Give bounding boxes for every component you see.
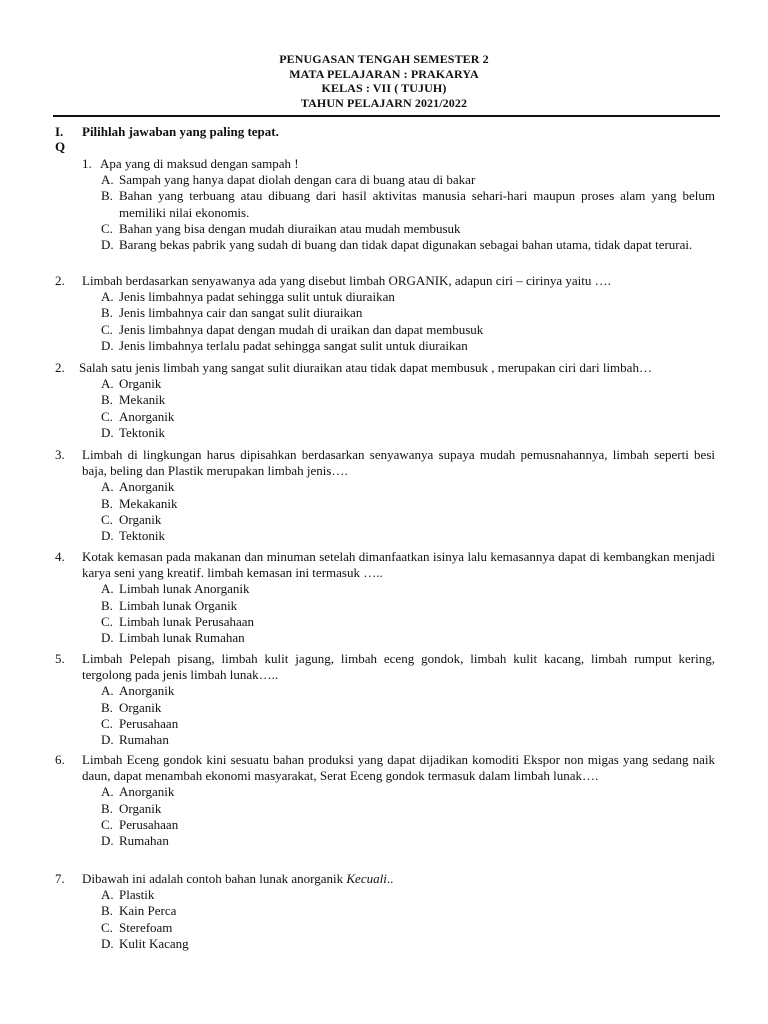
option-label: C. <box>101 816 113 832</box>
question-text: Limbah di lingkungan harus dipisahkan berdasarkan senyawanya supaya mudah pemusnahannya, limbah seperti besi baja, beling dan Plastik merupakan limbah jenis…. <box>82 447 715 479</box>
option-c <box>101 716 715 732</box>
option-a <box>101 479 715 495</box>
option-text: Tektonik <box>119 528 166 544</box>
option-b <box>101 392 715 408</box>
options-list <box>101 289 715 354</box>
option-c <box>101 512 715 528</box>
question-number: 2. <box>55 273 65 288</box>
option-c <box>101 409 715 425</box>
option-text: Organik <box>119 376 162 392</box>
option-text: Anorganik <box>119 408 175 424</box>
options-list <box>101 172 715 253</box>
option-text: Limbah lunak Perusahaan <box>119 613 255 629</box>
options-list <box>101 887 715 952</box>
option-text: Perusahaan <box>119 715 179 731</box>
option-b <box>101 496 715 512</box>
option-c <box>101 817 715 833</box>
option-text: Kain Perca <box>119 903 177 919</box>
option-label: C. <box>101 511 113 527</box>
question-text: Limbah berdasarkan senyawanya ada yang disebut limbah ORGANIK, adapun ciri – cirinya yaitu …. <box>82 273 611 288</box>
option-text: Limbah lunak Anorganik <box>119 581 250 597</box>
option-text: Sampah yang hanya dapat diolah dengan cara di buang atau di bakar <box>119 172 476 188</box>
question-number: 7. <box>55 871 65 886</box>
option-text: Jenis limbahnya padat sehingga sulit untuk diuraikan <box>119 289 395 305</box>
question-number: 2. <box>55 360 65 375</box>
question-number: 1. <box>82 156 92 171</box>
option-text: Tektonik <box>119 424 166 440</box>
document-header <box>0 52 768 110</box>
section-heading <box>55 124 279 140</box>
option-a <box>101 683 715 699</box>
option-text: Plastik <box>119 887 155 903</box>
option-d <box>101 338 715 354</box>
option-text: Anorganik <box>119 784 175 800</box>
option-label: A. <box>101 581 114 597</box>
option-text: Organik <box>119 699 162 715</box>
q-mark: Q <box>55 139 66 154</box>
header-subject: MATA PELAJARAN : PRAKARYA <box>289 66 479 81</box>
question-3 <box>55 447 715 544</box>
option-label: B. <box>101 305 113 321</box>
option-label: B. <box>101 597 113 613</box>
options-list <box>101 784 715 849</box>
option-d <box>101 237 715 253</box>
option-label: A. <box>101 683 114 699</box>
option-text: Limbah lunak Rumahan <box>119 630 245 646</box>
option-label: B. <box>101 495 113 511</box>
option-label: D. <box>101 833 114 849</box>
option-label: D. <box>101 935 114 951</box>
option-label: A. <box>101 784 114 800</box>
option-d <box>101 425 715 441</box>
option-b <box>101 903 715 919</box>
option-text: Bahan yang terbuang atau dibuang dari hasil aktivitas manusia sehari-hari maupun proses alam yang belum memiliki nilai ekonomis. <box>119 188 715 220</box>
header-title: PENUGASAN TENGAH SEMESTER 2 <box>279 52 489 66</box>
option-label: C. <box>101 408 113 424</box>
options-list <box>101 479 715 544</box>
option-label: C. <box>101 715 113 731</box>
option-b <box>101 598 715 614</box>
option-c <box>101 614 715 630</box>
option-label: D. <box>101 630 114 646</box>
option-text: Bahan yang bisa dengan mudah diuraikan atau mudah membusuk <box>119 220 461 236</box>
option-text: Anorganik <box>119 683 175 699</box>
option-d <box>101 833 715 849</box>
question-text-end: .. <box>386 871 394 886</box>
question-text-emphasis: Kecuali <box>346 871 387 886</box>
option-label: A. <box>101 289 114 305</box>
option-label: B. <box>101 903 113 919</box>
question-text: Kotak kemasan pada makanan dan minuman setelah dimanfaatkan isinya lalu kemasannya dapat di kembangkan menjadi karya seni yang kreatif. limbah kemasan ini termasuk ….. <box>82 549 715 581</box>
option-a <box>101 581 715 597</box>
option-text: Rumahan <box>119 732 169 748</box>
options-list <box>101 376 715 441</box>
option-label: A. <box>101 376 114 392</box>
section-number: I. <box>55 124 64 139</box>
option-label: B. <box>101 800 113 816</box>
options-list <box>101 683 715 748</box>
header-year: TAHUN PELAJARN 2021/2022 <box>300 95 468 110</box>
option-label: B. <box>101 392 113 408</box>
option-text: Anorganik <box>119 479 175 495</box>
option-b <box>101 801 715 817</box>
option-c <box>101 322 715 338</box>
option-label: A. <box>101 172 114 188</box>
question-4 <box>55 549 715 646</box>
option-c <box>101 920 715 936</box>
question-number: 6. <box>55 752 65 767</box>
option-text: Jenis limbahnya cair dan sangat sulit diuraikan <box>119 305 363 321</box>
question-text <box>82 871 715 887</box>
option-label: C. <box>101 220 113 236</box>
header-class: KELAS : VII ( TUJUH) <box>321 81 447 95</box>
option-text: Kulit Kacang <box>119 935 189 951</box>
option-label: D. <box>101 237 114 253</box>
option-a <box>101 784 715 800</box>
question-text: Limbah Eceng gondok kini sesuatu bahan produksi yang dapat dijadikan komoditi Ekspor non migas yang sedang naik daun, dapat menambah ekonomi masyarakat, Serat Eceng gondok termasuk dalam limbah lunak…. <box>82 752 715 784</box>
option-label: B. <box>101 188 113 204</box>
option-b <box>101 188 715 220</box>
option-label: D. <box>101 528 114 544</box>
option-label: D. <box>101 424 114 440</box>
question-1 <box>55 156 715 253</box>
question-text-main: Dibawah ini adalah contoh bahan lunak anorganik <box>82 871 347 886</box>
option-b <box>101 305 715 321</box>
option-label: C. <box>101 321 113 337</box>
question-number: 4. <box>55 549 65 564</box>
option-label: A. <box>101 479 114 495</box>
option-b <box>101 700 715 716</box>
question-6 <box>55 752 715 849</box>
option-text: Mekakanik <box>119 495 178 511</box>
options-list <box>101 581 715 646</box>
option-text: Jenis limbahnya dapat dengan mudah di uraikan dan dapat membusuk <box>119 321 484 337</box>
question-text: Salah satu jenis limbah yang sangat sulit diuraikan atau tidak dapat membusuk , merupakan ciri dari limbah… <box>79 360 652 375</box>
question-7 <box>55 871 715 952</box>
option-text: Jenis limbahnya terlalu padat sehingga sangat sulit untuk diuraikan <box>119 337 468 353</box>
option-label: B. <box>101 699 113 715</box>
option-text: Sterefoam <box>119 919 173 935</box>
option-label: A. <box>101 887 114 903</box>
option-label: C. <box>101 919 113 935</box>
question-text: Apa yang di maksud dengan sampah ! <box>100 156 299 171</box>
option-d <box>101 936 715 952</box>
section-title: Pilihlah jawaban yang paling tepat. <box>82 124 279 139</box>
option-text: Organik <box>119 511 162 527</box>
option-a <box>101 376 715 392</box>
option-a <box>101 172 715 188</box>
option-text: Rumahan <box>119 833 169 849</box>
option-text: Limbah lunak Organik <box>119 597 238 613</box>
option-a <box>101 887 715 903</box>
option-a <box>101 289 715 305</box>
option-text: Perusahaan <box>119 816 179 832</box>
option-c <box>101 221 715 237</box>
option-text: Barang bekas pabrik yang sudah di buang dan tidak dapat digunakan sebagai bahan utama, tidak dapat terurai. <box>119 237 693 253</box>
option-text: Organik <box>119 800 162 816</box>
option-label: D. <box>101 732 114 748</box>
option-d <box>101 732 715 748</box>
header-divider <box>53 115 720 117</box>
question-number: 3. <box>55 447 65 462</box>
option-label: D. <box>101 337 114 353</box>
question-2b <box>55 360 715 441</box>
option-d <box>101 630 715 646</box>
question-number: 5. <box>55 651 65 666</box>
question-5 <box>55 651 715 748</box>
question-2a <box>55 273 715 354</box>
option-text: Mekanik <box>119 392 166 408</box>
option-label: C. <box>101 613 113 629</box>
option-d <box>101 528 715 544</box>
question-text: Limbah Pelepah pisang, limbah kulit jagung, limbah eceng gondok, limbah kulit kacang, limbah rumput kering, tergolong pada jenis limbah lunak….. <box>82 651 715 683</box>
